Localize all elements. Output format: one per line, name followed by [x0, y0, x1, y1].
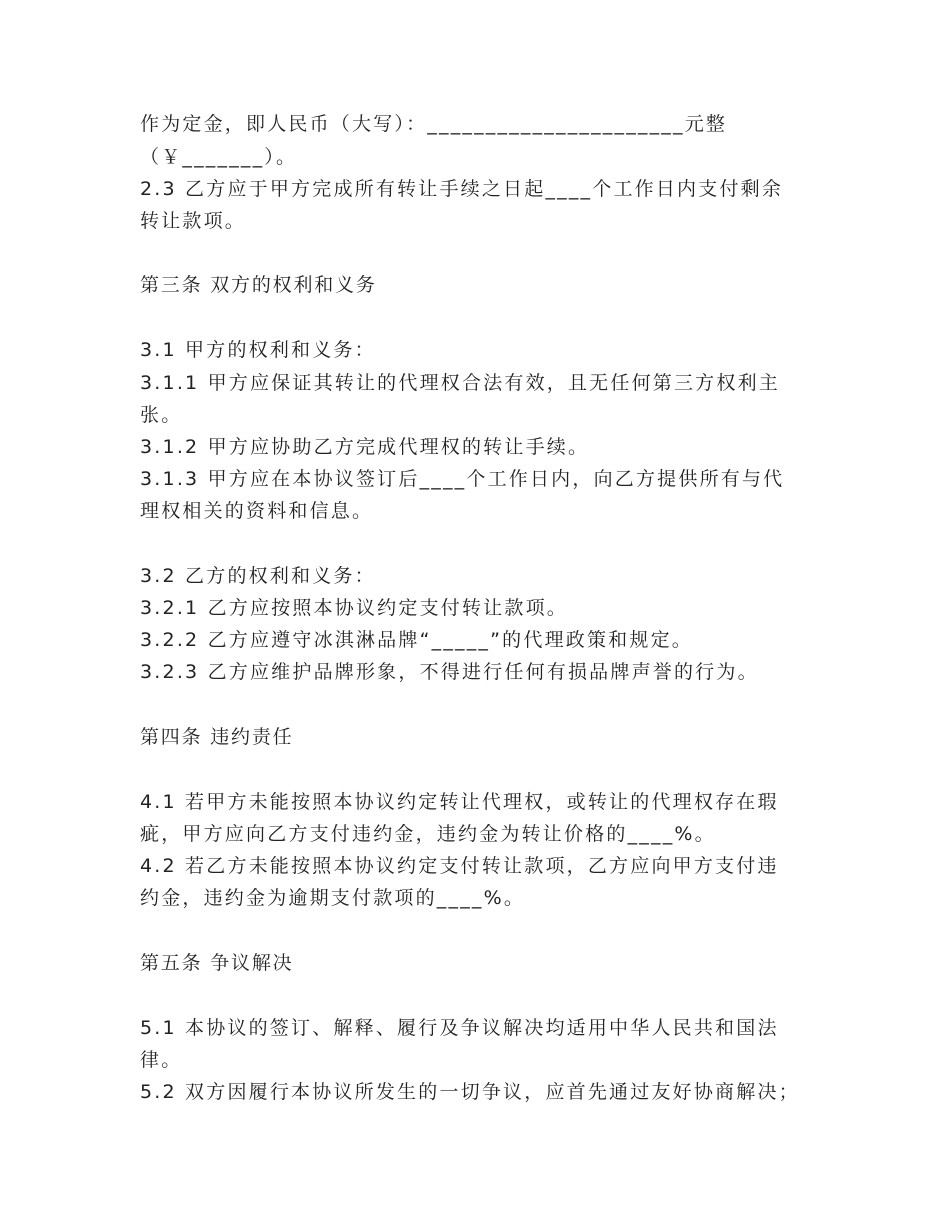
- deposit-amount-line: 作为定金，即人民币（大写）：______________________元整: [140, 113, 728, 135]
- article-5-heading: 第五条 争议解决: [140, 952, 294, 974]
- clause-3-1-title: 3.1 甲方的权利和义务：: [140, 339, 376, 361]
- clause-5-2-line-1: 5.2 双方因履行本协议所发生的一切争议，应首先通过友好协商解决；: [140, 1081, 800, 1103]
- clause-5-1-line-2: 律。: [140, 1049, 183, 1071]
- clause-3-1-3-line-1: 3.1.3 甲方应在本协议签订后____个工作日内，向乙方提供所有与代: [140, 468, 785, 490]
- clause-2-3-line-2: 转让款项。: [140, 210, 247, 232]
- clause-3-2-3: 3.2.3 乙方应维护品牌形象，不得进行任何有损品牌声誉的行为。: [140, 661, 759, 683]
- deposit-yuan-line: （￥_______）。: [140, 146, 298, 168]
- clause-3-2-title: 3.2 乙方的权利和义务：: [140, 565, 376, 587]
- clause-3-2-1: 3.2.1 乙方应按照本协议约定支付转让款项。: [140, 597, 568, 619]
- article-3-heading: 第三条 双方的权利和义务: [140, 274, 377, 296]
- clause-4-2-line-1: 4.2 若乙方未能按照本协议约定支付转让款项，乙方应向甲方支付违: [140, 855, 779, 877]
- clause-3-1-1-line-1: 3.1.1 甲方应保证其转让的代理权合法有效，且无任何第三方权利主: [140, 372, 780, 394]
- clause-4-2-line-2: 约金，违约金为逾期支付款项的____%。: [140, 887, 526, 909]
- clause-3-1-2: 3.1.2 甲方应协助乙方完成代理权的转让手续。: [140, 436, 590, 458]
- clause-3-2-2: 3.2.2 乙方应遵守冰淇淋品牌“_____”的代理政策和规定。: [140, 629, 693, 651]
- article-4-heading: 第四条 违约责任: [140, 726, 294, 748]
- clause-5-1-line-1: 5.1 本协议的签订、解释、履行及争议解决均适用中华人民共和国法: [140, 1017, 779, 1039]
- clause-3-1-3-line-2: 理权相关的资料和信息。: [140, 500, 374, 522]
- clause-4-1-line-2: 疵，甲方应向乙方支付违约金，违约金为转让价格的____%。: [140, 823, 716, 845]
- clause-3-1-1-line-2: 张。: [140, 404, 183, 426]
- clause-4-1-line-1: 4.1 若甲方未能按照本协议约定转让代理权，或转让的代理权存在瑕: [140, 791, 779, 813]
- clause-2-3-line-1: 2.3 乙方应于甲方完成所有转让手续之日起____个工作日内支付剩余: [140, 178, 784, 200]
